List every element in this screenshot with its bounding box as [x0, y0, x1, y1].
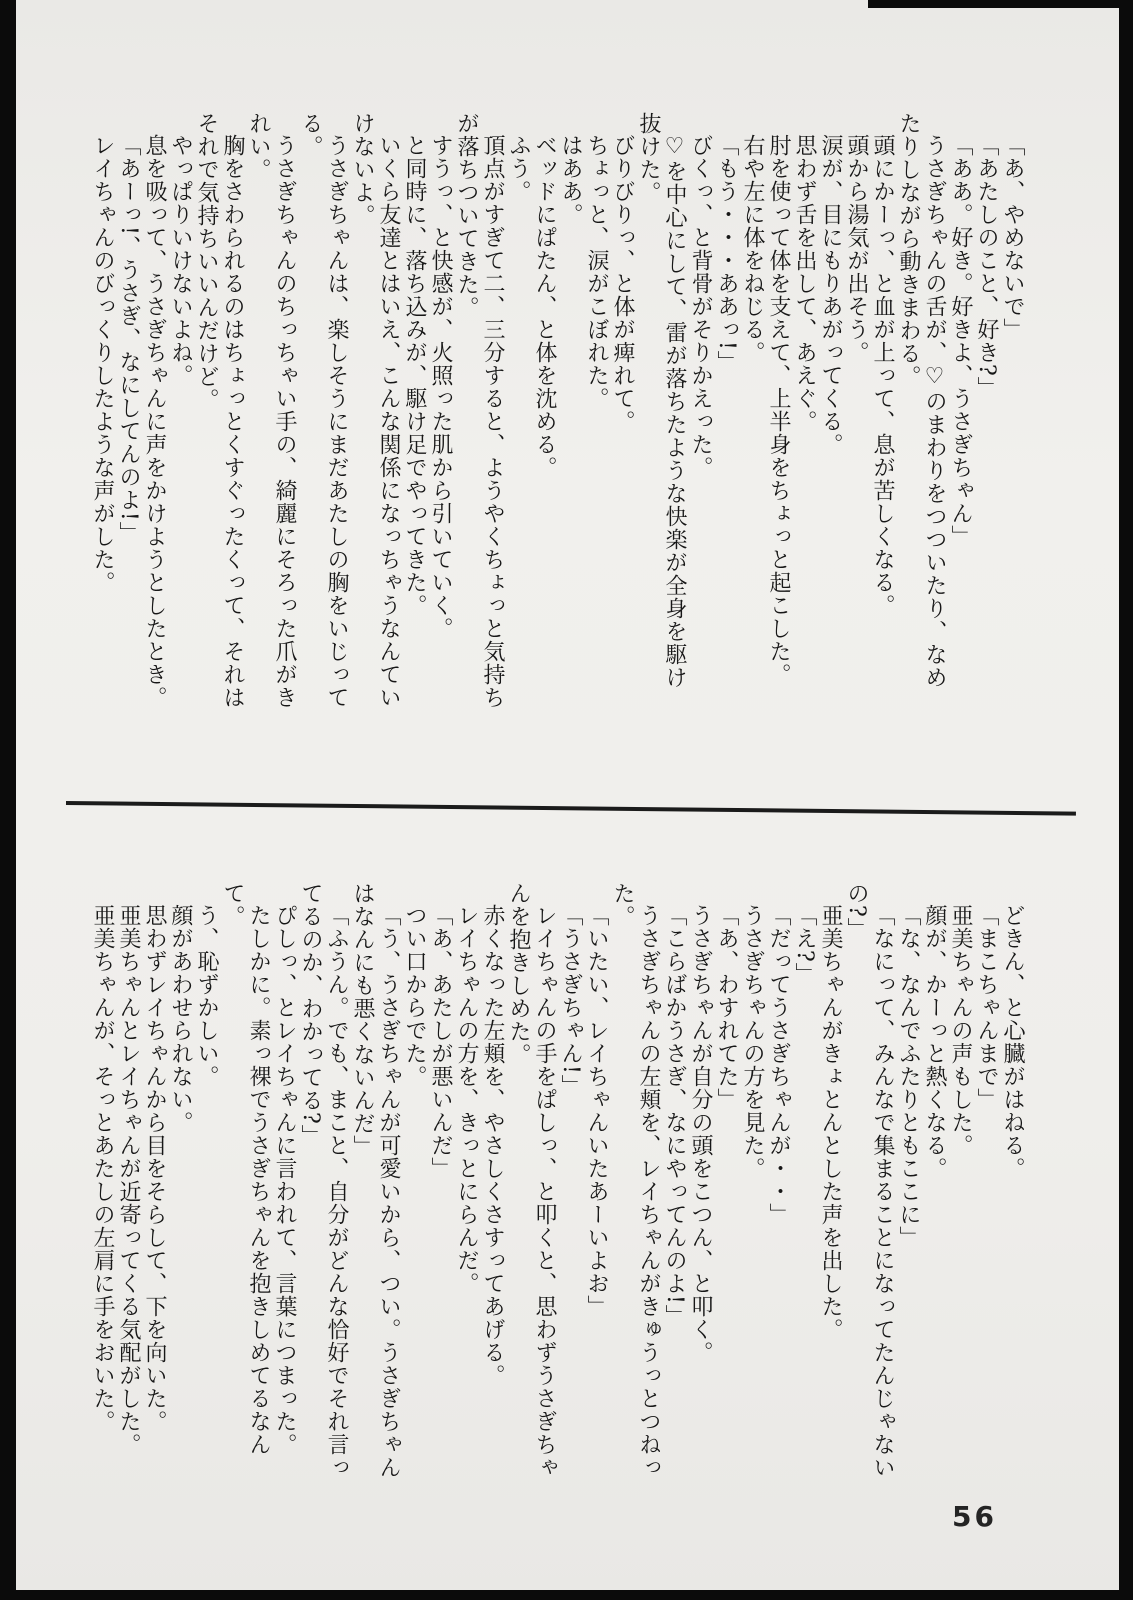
scan-edge-top-right: [868, 0, 1133, 8]
paragraph: 亜美ちゃんの声もした。: [948, 904, 973, 1157]
paragraph: 「まこちゃんまで」: [974, 904, 999, 1111]
paragraph: うさぎちゃんの舌が、♡のまわりをつついたり、なめたりしながら動きまわる。: [896, 112, 947, 689]
paragraph: 肘を使って体を支えて、上半身をちょっと起こした。: [766, 134, 791, 686]
paragraph: 「うさぎちゃん!」: [558, 904, 583, 1098]
paragraph: うさぎちゃんの左頬を、レイちゃんがきゅうっとつねった。: [610, 882, 661, 1479]
paragraph: 「だってうさぎちゃんが・・」: [766, 904, 791, 1226]
paragraph: 思わず舌を出して、あえぐ。: [792, 134, 817, 433]
paragraph: 頭にかーっ、と血が上って、息が苦しくなる。: [870, 134, 895, 617]
paragraph: すうっ、と快感が、火照った肌から引いていく。: [428, 134, 453, 640]
paragraph: うさぎちゃんは、楽しそうにまだあたしの胸をいじってる。: [298, 112, 349, 709]
paragraph: と同時に、落ち込みが、駆け足でやってきた。: [402, 134, 427, 617]
paragraph: 頭から湯気が出そう。: [844, 134, 869, 364]
section-divider-rule: [66, 801, 1076, 816]
paragraph: どきん、と心臓がはねる。: [1000, 904, 1025, 1180]
paragraph: 「う、うさぎちゃんが可愛いから、つい。うさぎちゃんはなんにも悪くないんだ」: [350, 882, 401, 1479]
paragraph: レイちゃんの手をぱしっ、と叩くと、思わずうさぎちゃんを抱きしめた。: [506, 882, 557, 1479]
scan-edge-left: [0, 0, 16, 1600]
paragraph: 思わずレイちゃんから目をそらして、下を向いた。: [142, 904, 167, 1433]
paragraph: 亜美ちゃんがきょとんとした声を出した。: [818, 904, 843, 1341]
paragraph: ふう。: [506, 134, 531, 203]
paragraph: ♡を中心にして、雷が落ちたような快楽が全身を駆け抜けた。: [636, 112, 687, 689]
paragraph: やっぱりいけないよね。: [168, 134, 193, 387]
paragraph: 「あたしのこと、好き?」: [974, 134, 999, 400]
paragraph: 息を吸って、うさぎちゃんに声をかけようとしたとき。: [142, 134, 167, 709]
text-block-top: [89, 112, 1025, 710]
paragraph: びくっ、と背骨がそりかえった。: [688, 134, 713, 479]
paragraph: 顔があわせられない。: [168, 904, 193, 1134]
paragraph: 「なにって、みんなで集まることになってたんじゃないの?」: [844, 882, 895, 1479]
paragraph: 「ああ。好き。好きよ、うさぎちゃん」: [948, 134, 973, 548]
paragraph: うさぎちゃんのちっちゃい手の、綺麗にそろった爪がきれい。: [246, 112, 297, 709]
page-number: 56: [952, 1500, 997, 1533]
paragraph: ちょっと、涙がこぼれた。: [584, 134, 609, 410]
paragraph: 「もう・・・ああっ!」: [714, 134, 739, 374]
paragraph: 「あ、やめないで」: [1000, 134, 1025, 341]
paragraph: いくら友達とはいえ、こんな関係になっちゃうなんていけないよ。: [350, 112, 401, 709]
paragraph: 亜美ちゃんとレイちゃんが近寄ってくる気配がした。: [116, 904, 141, 1456]
paragraph: ぴしっ、とレイちゃんに言われて、言葉につまった。: [272, 904, 297, 1456]
paragraph: 涙が、目にもりあがってくる。: [818, 134, 843, 456]
text-block-bottom: [89, 882, 1025, 1492]
paragraph: びりびりっ、と体が痺れて。: [610, 134, 635, 433]
paragraph: はああ。: [558, 134, 583, 226]
paragraph: つい口からでた。: [402, 904, 427, 1088]
paragraph: 「あ、わすれてた」: [714, 904, 739, 1111]
paragraph: 胸をさわられるのはちょっとくすぐったくって、それはそれで気持ちいいんだけど。: [194, 112, 245, 709]
paragraph: 「あーっ!、うさぎ、なにしてんのよ!」: [116, 134, 141, 545]
paragraph: 頂点がすぎて二、三分すると、ようやくちょっと気持ちが落ちついてきた。: [454, 112, 505, 709]
paragraph: うさぎちゃんの方を見た。: [740, 904, 765, 1180]
paragraph: 「あ、あたしが悪いんだ」: [428, 904, 453, 1180]
paragraph: レイちゃんの方を、きっとにらんだ。: [454, 904, 479, 1295]
paragraph: 「な、なんでふたりともここに」: [896, 904, 921, 1249]
paragraph: 亜美ちゃんが、そっとあたしの左肩に手をおいた。: [90, 904, 115, 1433]
paragraph: うさぎちゃんが自分の頭をこつん、と叩く。: [688, 904, 713, 1364]
paragraph: 右や左に体をねじる。: [740, 134, 765, 364]
paragraph: 「こらばかうさぎ、なにやってんのよ!」: [662, 904, 687, 1328]
paragraph: 「ふうん。でも、まこと、自分がどんな恰好でそれ言ってるのか、わかってる?」: [298, 882, 349, 1479]
scan-edge-right: [1119, 0, 1133, 1600]
paragraph: 赤くなった左頬を、やさしくさすってあげる。: [480, 904, 505, 1387]
scan-edge-bottom: [0, 1590, 1133, 1600]
paragraph: 「いたい、レイちゃんいたあーいよお」: [584, 904, 609, 1318]
paragraph: ベッドにぱたん、と体を沈める。: [532, 134, 557, 479]
paragraph: レイちゃんのびっくりしたような声がした。: [90, 134, 115, 594]
paragraph: 「え?」: [792, 904, 817, 986]
paragraph: う、恥ずかしい。: [194, 904, 219, 1088]
paragraph: 顔が、かーっと熱くなる。: [922, 904, 947, 1180]
paragraph: たしかに。素っ裸でうさぎちゃんを抱きしめてるなんて。: [220, 882, 271, 1456]
